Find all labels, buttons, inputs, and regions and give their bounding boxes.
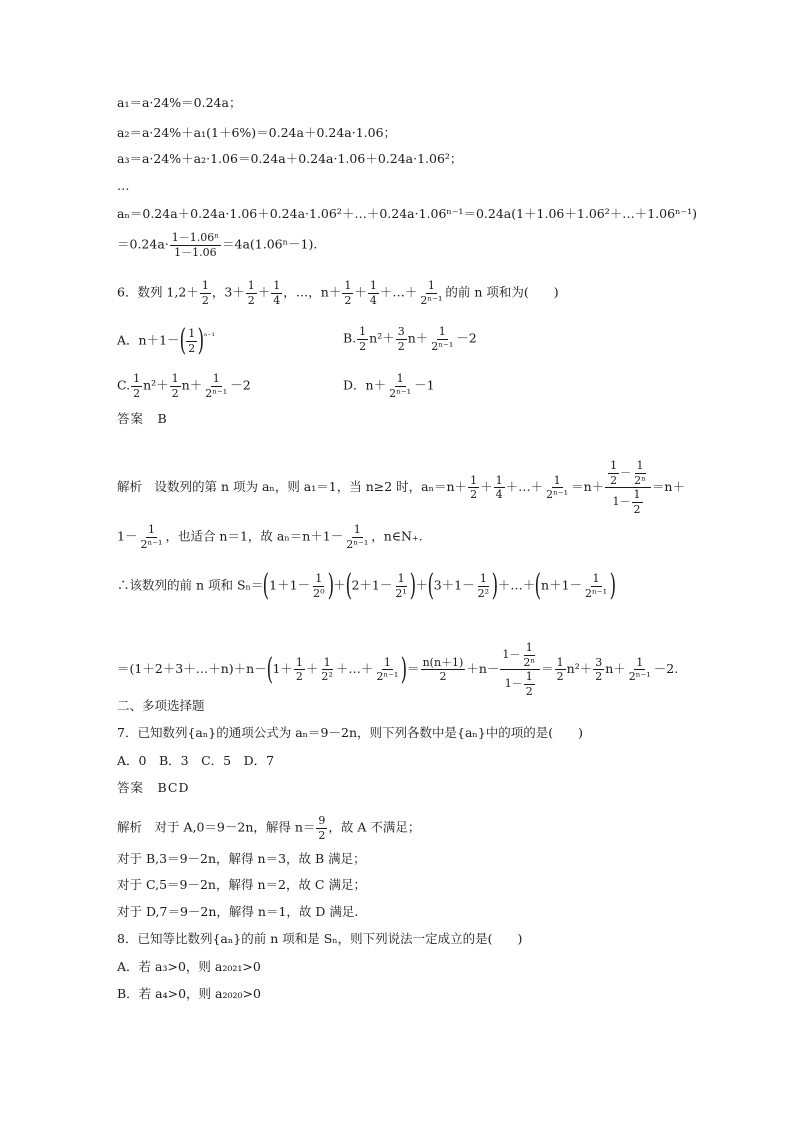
frac-half	[468, 475, 479, 501]
analysis-a: 解析 对于 A,0＝9－2n，解得 n＝	[117, 819, 316, 835]
complex-fraction-2	[500, 642, 540, 697]
numerator: 1	[427, 279, 435, 292]
q6-stem	[117, 280, 559, 306]
result-numerator: 1－1.06ⁿ	[171, 231, 220, 244]
denominator: 2¹	[395, 586, 407, 600]
numerator: 1	[636, 459, 644, 472]
option-d-suffix: －1	[414, 377, 435, 393]
numerator: 1	[495, 473, 503, 487]
denominator: 2²	[321, 670, 333, 684]
complex-pre: 1－	[504, 677, 523, 691]
complex-denominator	[503, 670, 538, 697]
option-b-mid2: n＋	[407, 330, 429, 346]
derivation-line-an: aₙ＝0.24a＋0.24a·1.06＋0.24a·1.06²＋…＋0.24a·1.06ⁿ⁻¹＝0.24a(1＋1.06＋1.06²＋…＋1.06ⁿ⁻¹)	[117, 206, 697, 221]
denominator: 2	[610, 473, 618, 487]
q6-option-d	[343, 373, 435, 399]
derivation-line-a1: a₁＝a·24%＝0.24a；	[117, 95, 242, 110]
analysis-a-suffix: ，故 A 不满足；	[328, 819, 421, 835]
result-suffix: ＝4a(1.06ⁿ－1).	[222, 236, 318, 252]
right-paren: )	[609, 568, 617, 603]
numerator: 1	[147, 523, 155, 536]
numerator: 1	[323, 655, 331, 669]
frac	[396, 326, 407, 352]
complex-fraction	[605, 460, 651, 515]
denominator: 2	[318, 828, 326, 842]
option-c-mid2: n＋	[181, 377, 203, 393]
frac	[521, 642, 537, 668]
option-c-suffix: －2	[230, 377, 251, 393]
analysis-1c: ＝n＋	[651, 479, 685, 495]
denominator: 2ⁿ⁻¹	[389, 386, 412, 400]
plus: ＋	[415, 577, 429, 593]
denominator: 2	[295, 670, 303, 684]
analysis-2c: ，n∈N₊.	[371, 528, 423, 544]
left-paren: (	[179, 323, 186, 358]
frac	[170, 373, 181, 399]
option-c-mid1: n²＋	[143, 377, 169, 393]
q6-sum-line	[117, 568, 617, 603]
q7-options: A．0 B．3 C．5 D．7	[117, 753, 275, 768]
analysis-2a: 1－	[117, 528, 138, 544]
q7-analysis-a	[117, 815, 420, 841]
frac	[131, 373, 142, 399]
frac	[608, 460, 619, 486]
sum-term-n: n＋1－	[541, 577, 583, 593]
numerator: 1	[201, 279, 209, 292]
numerator: 1	[369, 279, 377, 292]
derivation-line-a3: a₃＝a·24%＋a₂·1.06＝0.24a＋0.24a·1.06＋0.24a·1.06²；	[117, 151, 463, 166]
left-paren: (	[266, 651, 273, 687]
denominator: 2	[344, 293, 352, 307]
frac	[476, 573, 491, 599]
denominator: 2	[133, 386, 141, 400]
frac	[632, 460, 648, 486]
result-fraction	[170, 232, 221, 258]
q6-analysis-line2	[117, 524, 423, 550]
numerator: 1	[397, 571, 405, 585]
option-a-frac	[186, 328, 197, 354]
numerator: 1	[636, 655, 644, 669]
derivation-line-a2: a₂＝a·24%＋a₁(1＋6%)＝0.24a＋0.24a·1.06；	[117, 125, 397, 140]
final-e: ＝	[541, 661, 554, 677]
numerator: n(n＋1)	[422, 655, 464, 669]
numerator: 1	[212, 372, 220, 385]
denominator: 2	[171, 386, 179, 400]
denominator: 2ⁿ⁻¹	[346, 537, 369, 551]
numerator: 1	[359, 325, 367, 338]
minus: －	[620, 466, 632, 480]
final-h: －2.	[653, 661, 679, 677]
denominator: 2	[633, 502, 641, 516]
q7-analysis-b: 对于 B,3＝9－2n，解得 n＝3，故 B 满足；	[117, 851, 366, 866]
left-paren: (	[345, 568, 352, 603]
q6-option-b	[343, 326, 477, 352]
denominator: 4	[273, 293, 281, 307]
derivation-ellipsis: …	[117, 178, 130, 193]
frac	[393, 573, 408, 599]
denominator: 2ⁿ⁻¹	[420, 293, 443, 307]
right-paren: )	[491, 568, 499, 603]
option-a-prefix: A．n＋1－	[117, 332, 180, 348]
q6-frac-quarter-2	[368, 280, 379, 306]
final-g: n＋	[605, 661, 626, 677]
numerator: 1	[247, 279, 255, 292]
denominator: 4	[369, 293, 377, 307]
q8-option-b: B．若 a₄>0，则 a₂₀₂₀>0	[117, 986, 261, 1001]
derivation-line-result	[117, 232, 317, 258]
numerator: 1	[470, 473, 478, 487]
denominator: 2	[188, 341, 196, 355]
q6-stem-mid: ，3＋	[211, 284, 245, 300]
frac-last	[544, 475, 570, 501]
numerator: 1	[133, 372, 141, 385]
right-paren: )	[197, 323, 205, 358]
denominator: 2ⁿ⁻¹	[546, 488, 569, 502]
denominator: 2ⁿ⁻¹	[585, 586, 608, 600]
left-paren: (	[263, 568, 270, 603]
numerator: 1	[344, 279, 352, 292]
denominator: 2	[470, 488, 478, 502]
frac	[316, 815, 327, 841]
frac	[319, 657, 334, 683]
numerator: 1	[171, 372, 179, 385]
denominator: 2	[397, 339, 405, 353]
denominator: 2ⁿ	[523, 655, 536, 669]
denominator: 2ⁿ⁻¹	[140, 537, 163, 551]
numerator: 1	[592, 571, 600, 585]
left-paren: (	[427, 568, 435, 603]
frac	[555, 657, 566, 683]
analysis-1a: 解析 设数列的第 n 项为 aₙ，则 a₁＝1，当 n≥2 时，aₙ＝n＋	[117, 479, 468, 495]
numerator: 3	[595, 655, 603, 669]
denominator: 2ⁿ⁻¹	[376, 670, 399, 684]
plus-dots: ＋…＋	[379, 284, 418, 300]
numerator: 1	[315, 571, 323, 585]
numerator: 3	[397, 325, 405, 338]
numerator: 1	[525, 641, 533, 654]
q6-frac-half-3	[342, 280, 353, 306]
numerator: 1	[553, 473, 561, 487]
frac	[429, 326, 455, 352]
q6-option-c	[117, 373, 251, 399]
q6-frac-half	[200, 280, 211, 306]
q7-answer: 答案 BCD	[117, 780, 190, 795]
sum-term-1: 1＋1－	[269, 577, 311, 593]
right-paren: )	[400, 651, 408, 687]
complex-numerator	[500, 642, 540, 670]
numerator: 1	[525, 670, 533, 684]
numerator: 1	[188, 326, 196, 340]
frac	[294, 657, 305, 683]
complex-pre: 1－	[502, 648, 521, 662]
section-heading: 二、多项选择题	[117, 698, 205, 713]
final-a: ＝(1＋2＋3＋…＋n)＋n－	[117, 661, 267, 677]
plus: ＋	[257, 284, 271, 300]
final-b: 1＋	[272, 661, 293, 677]
plus-dots: ＋…＋	[335, 661, 374, 677]
denominator: 2	[359, 339, 367, 353]
q8-stem: 8．已知等比数列{aₙ}的前 n 项和是 Sₙ，则下列说法一定成立的是( )	[117, 931, 523, 946]
q6-stem-suffix: 的前 n 项和为( )	[445, 284, 559, 300]
numerator: 1	[556, 655, 564, 669]
option-a-exponent: ⁿ⁻¹	[203, 331, 215, 341]
q6-answer: 答案 B	[117, 411, 168, 426]
denominator: 2ⁿ⁻¹	[205, 386, 228, 400]
denominator: 2ⁿ⁻¹	[431, 339, 454, 353]
q7-stem: 7．已知数列{aₙ}的通项公式为 aₙ＝9－2n，则下列各数中是{aₙ}中的项的是( )	[117, 725, 584, 740]
plus-dots: ＋…＋	[497, 577, 536, 593]
q7-analysis-c: 对于 C,5＝9－2n，解得 n＝2，故 C 满足；	[117, 877, 366, 892]
result-prefix: ＝0.24a·	[117, 236, 169, 252]
option-b-prefix: B.	[343, 330, 357, 346]
denominator: 2	[525, 684, 533, 698]
q6-stem-prefix: 6．数列 1,2＋	[117, 284, 199, 300]
frac	[311, 573, 326, 599]
right-paren: )	[327, 568, 334, 603]
option-d-prefix: D．n＋	[343, 377, 387, 393]
option-b-mid1: n²＋	[369, 330, 395, 346]
plus: ＋	[305, 661, 319, 677]
denominator: 2	[595, 670, 603, 684]
plus: ＋	[333, 577, 346, 593]
plus: ＋	[480, 479, 493, 495]
q6-analysis-line1	[117, 460, 685, 515]
frac	[138, 524, 164, 550]
numerator: 1	[383, 655, 391, 669]
denominator: 2ⁿ⁻¹	[628, 670, 651, 684]
frac	[344, 524, 370, 550]
numerator: 1	[295, 655, 303, 669]
left-paren: (	[534, 568, 542, 603]
frac	[632, 489, 643, 515]
q6-stem-mid2: ，…，n＋	[283, 284, 342, 300]
numerator: 1	[610, 459, 618, 472]
q8-option-a: A．若 a₃>0，则 a₂₀₂₁>0	[117, 959, 261, 974]
frac	[524, 671, 535, 697]
denominator: 2²	[477, 586, 490, 600]
q6-option-a	[117, 323, 215, 358]
q7-analysis-d: 对于 D,7＝9－2n，解得 n＝1，故 D 满足.	[117, 904, 359, 919]
numerator: 1	[633, 488, 641, 502]
denominator: 2	[201, 293, 209, 307]
denominator: 2	[556, 670, 564, 684]
numerator: 1	[396, 372, 404, 385]
complex-numerator	[605, 460, 651, 488]
frac	[387, 373, 413, 399]
denominator: 2ⁿ	[634, 473, 646, 487]
option-b-suffix: －2	[456, 330, 477, 346]
sum-term-2: 2＋1－	[351, 577, 393, 593]
q6-frac-last	[418, 280, 444, 306]
plus-dots: ＋…＋	[505, 479, 544, 495]
q6-frac-quarter	[271, 280, 282, 306]
frac-quarter	[494, 475, 505, 501]
numerator: 1	[438, 325, 446, 338]
numerator: 1	[353, 523, 361, 536]
frac	[374, 657, 400, 683]
complex-den-pre: 1－	[612, 495, 631, 509]
sum-term-3: 3＋1－	[433, 577, 475, 593]
frac	[203, 373, 229, 399]
result-denominator: 1－1.06	[174, 245, 217, 259]
denominator: 2⁰	[313, 586, 325, 600]
frac	[583, 573, 609, 599]
right-paren: )	[409, 568, 416, 603]
frac	[357, 326, 368, 352]
plus: ＋	[354, 284, 367, 300]
final-f: n²＋	[566, 661, 593, 677]
frac	[593, 657, 604, 683]
numerator: 9	[318, 814, 326, 827]
numerator: 1	[273, 279, 281, 292]
q6-frac-half-2	[246, 280, 257, 306]
analysis-2b: ，也适合 n＝1，故 aₙ＝n＋1－	[165, 528, 344, 544]
complex-denominator	[611, 488, 646, 515]
denominator: 2	[247, 293, 255, 307]
analysis-1b: ＝n＋	[571, 479, 605, 495]
sum-prefix: ∴该数列的前 n 项和 Sₙ＝	[117, 577, 264, 593]
q6-final-line	[117, 642, 678, 697]
frac	[421, 657, 466, 683]
final-d: ＋n－	[466, 661, 500, 677]
denominator: 2	[439, 670, 447, 684]
frac	[627, 657, 653, 683]
numerator: 1	[479, 571, 487, 585]
final-c: ＝	[407, 661, 420, 677]
option-c-prefix: C.	[117, 377, 131, 393]
denominator: 4	[495, 488, 503, 502]
